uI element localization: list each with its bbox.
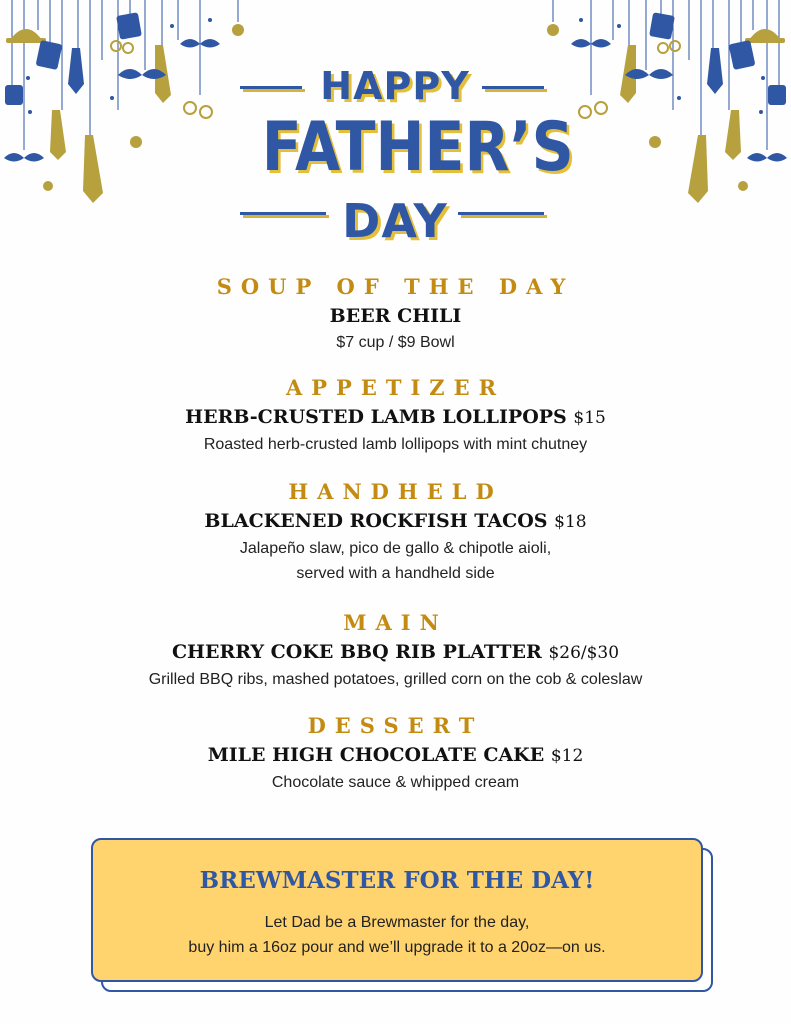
tie-icon	[688, 135, 708, 203]
mustache-icon	[4, 153, 44, 162]
promo-line-2: buy him a 16oz pour and we’ll upgrade it to a 20oz—on us.	[188, 939, 606, 956]
item-price: $18	[554, 512, 587, 532]
hanging-decorations-left	[0, 0, 250, 215]
hanging-decorations-right	[541, 0, 791, 215]
menu-section-soup	[0, 272, 791, 373]
item-price: $12	[550, 746, 584, 766]
promo-box	[91, 838, 703, 982]
mug-icon	[36, 40, 63, 70]
category-label: MAIN	[343, 610, 448, 635]
tie-icon	[707, 48, 723, 94]
mustache-icon	[747, 153, 787, 162]
category-label: HANDHELD	[288, 479, 503, 504]
mustache-icon	[625, 69, 673, 79]
mustache-icon	[118, 69, 166, 79]
item-name: BLACKENED ROCKFISH TACOS $18	[204, 510, 587, 532]
title-day: DAY	[342, 194, 448, 248]
mug-icon	[768, 85, 786, 105]
promo-text	[93, 910, 701, 960]
category-label: APPETIZER	[285, 375, 506, 400]
item-description: $7 cup / $9 Bowl	[336, 334, 455, 351]
item-name: CHERRY COKE BBQ RIB PLATTER $26/$30	[171, 641, 620, 663]
title-happy: HAPPY	[320, 64, 470, 108]
page-title	[240, 62, 574, 248]
tie-icon	[83, 135, 103, 203]
promo-line-1: Let Dad be a Brewmaster for the day,	[264, 914, 530, 931]
item-price: $26/$30	[548, 643, 620, 663]
category-label: SOUP OF THE DAY	[216, 274, 575, 299]
item-name: MILE HIGH CHOCOLATE CAKE $12	[207, 744, 584, 766]
item-description: Jalapeño slaw, pico de gallo & chipotle aioli,	[239, 540, 552, 557]
mug-icon	[116, 12, 142, 39]
item-description: Grilled BBQ ribs, mashed potatoes, grilled corn on the cob & coleslaw	[148, 671, 643, 688]
mug-icon	[5, 85, 23, 105]
item-name: HERB-CRUSTED LAMB LOLLIPOPS $15	[185, 406, 606, 428]
menu-section-appetizer	[0, 373, 791, 477]
menu	[0, 272, 791, 795]
menu-section-main	[0, 608, 791, 711]
mug-icon	[729, 40, 756, 70]
tie-icon	[725, 110, 741, 160]
promo-title: BREWMASTER FOR THE DAY!	[199, 867, 595, 894]
tie-icon	[68, 48, 84, 94]
item-name: BEER CHILI	[329, 305, 462, 327]
menu-section-handheld	[0, 477, 791, 608]
menu-section-dessert	[0, 711, 791, 795]
item-price: $15	[573, 408, 606, 428]
item-description: Chocolate sauce & whipped cream	[271, 774, 520, 791]
mug-icon	[649, 12, 675, 39]
item-description: served with a handheld side	[296, 565, 495, 582]
tie-icon	[50, 110, 66, 160]
title-fathers: FATHER’S	[261, 108, 574, 187]
category-label: DESSERT	[307, 713, 484, 738]
item-description: Roasted herb-crusted lamb lollipops with mint chutney	[203, 436, 588, 453]
